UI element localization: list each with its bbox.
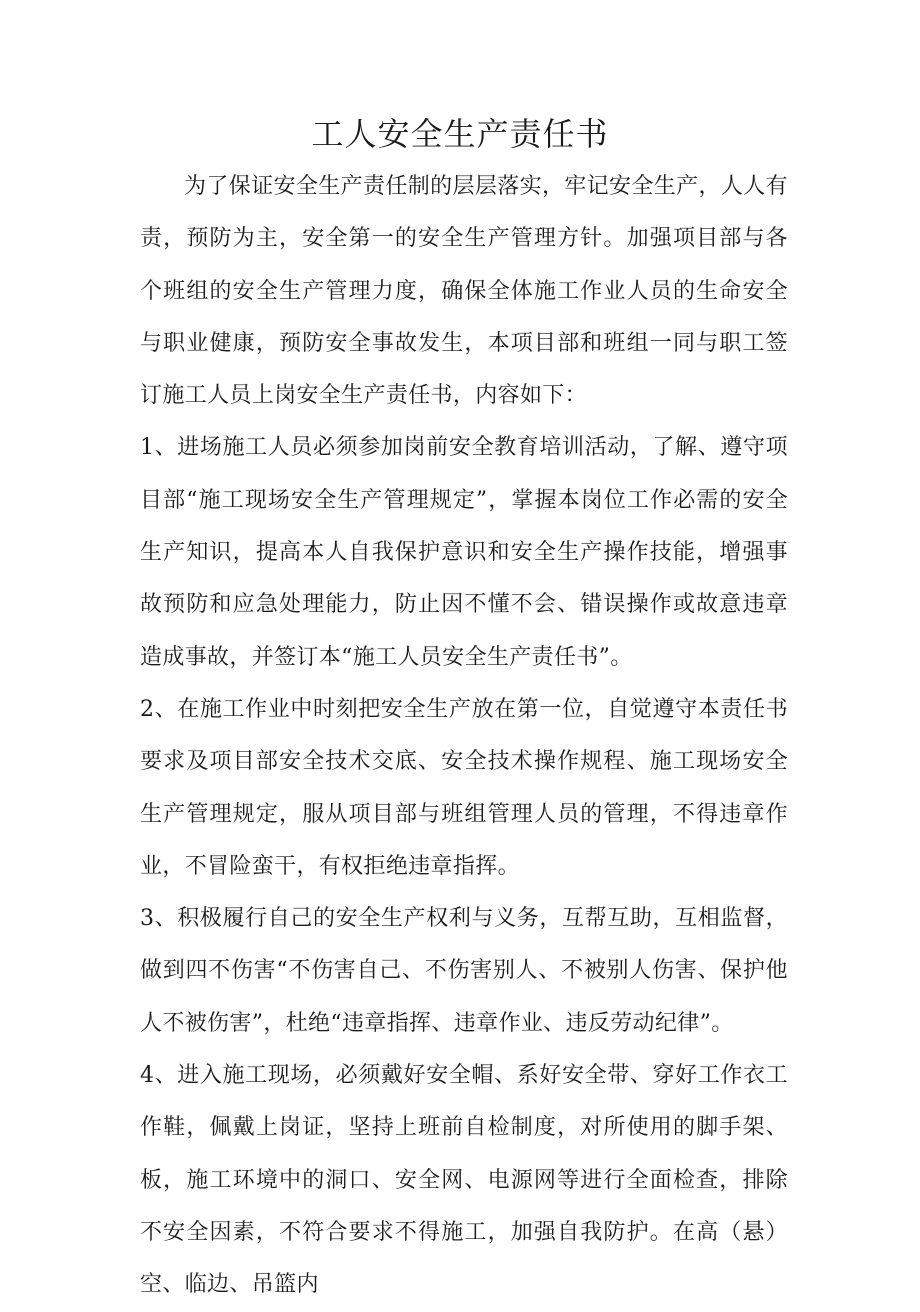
- clause-2: 2、在施工作业中时刻把安全生产放在第一位，自觉遵守本责任书要求及项目部安全技术交底、安全技术操作规程、施工现场安全生产管理规定，服从项目部与班组管理人员的管理，不得违章作业，不冒险蛮干，有权拒绝违章指挥。: [140, 696, 788, 879]
- intro-paragraph: 为了保证安全生产责任制的层层落实，牢记安全生产，人人有责，预防为主，安全第一的安全生产管理方针。加强项目部与各个班组的安全生产管理力度，确保全体施工作业人员的生命安全与职业健康，预防安全事故发生，本项目部和班组一同与职工签订施工人员上岗安全生产责任书，内容如下：: [140, 174, 788, 409]
- clause-1: 1、进场施工人员必须参加岗前安全教育培训活动，了解、遵守项目部“施工现场安全生产管理规定”，掌握本岗位工作必需的安全生产知识，提高本人自我保护意识和安全生产操作技能，增强事故预防和应急处理能力，防止因不懂不会、错误操作或故意违章造成事故，并签订本“施工人员安全生产责任书”。: [140, 435, 788, 670]
- clause-3: 3、积极履行自己的安全生产权利与义务，互帮互助，互相监督，做到四不伤害“不伤害自己、不伤害别人、不被别人伤害、保护他人不被伤害”，杜绝“违章指挥、违章作业、违反劳动纪律”。: [140, 906, 788, 1036]
- document-body: [140, 161, 788, 1312]
- document-title: 工人安全生产责任书: [311, 115, 609, 153]
- clause-4: 4、进入施工现场，必须戴好安全帽、系好安全带、穿好工作衣工作鞋，佩戴上岗证，坚持上班前自检制度，对所使用的脚手架、板，施工环境中的洞口、安全网、电源网等进行全面检查，排除不安全因素，不符合要求不得施工，加强自我防护。在高（悬）空、临边、吊篮内: [140, 1063, 788, 1298]
